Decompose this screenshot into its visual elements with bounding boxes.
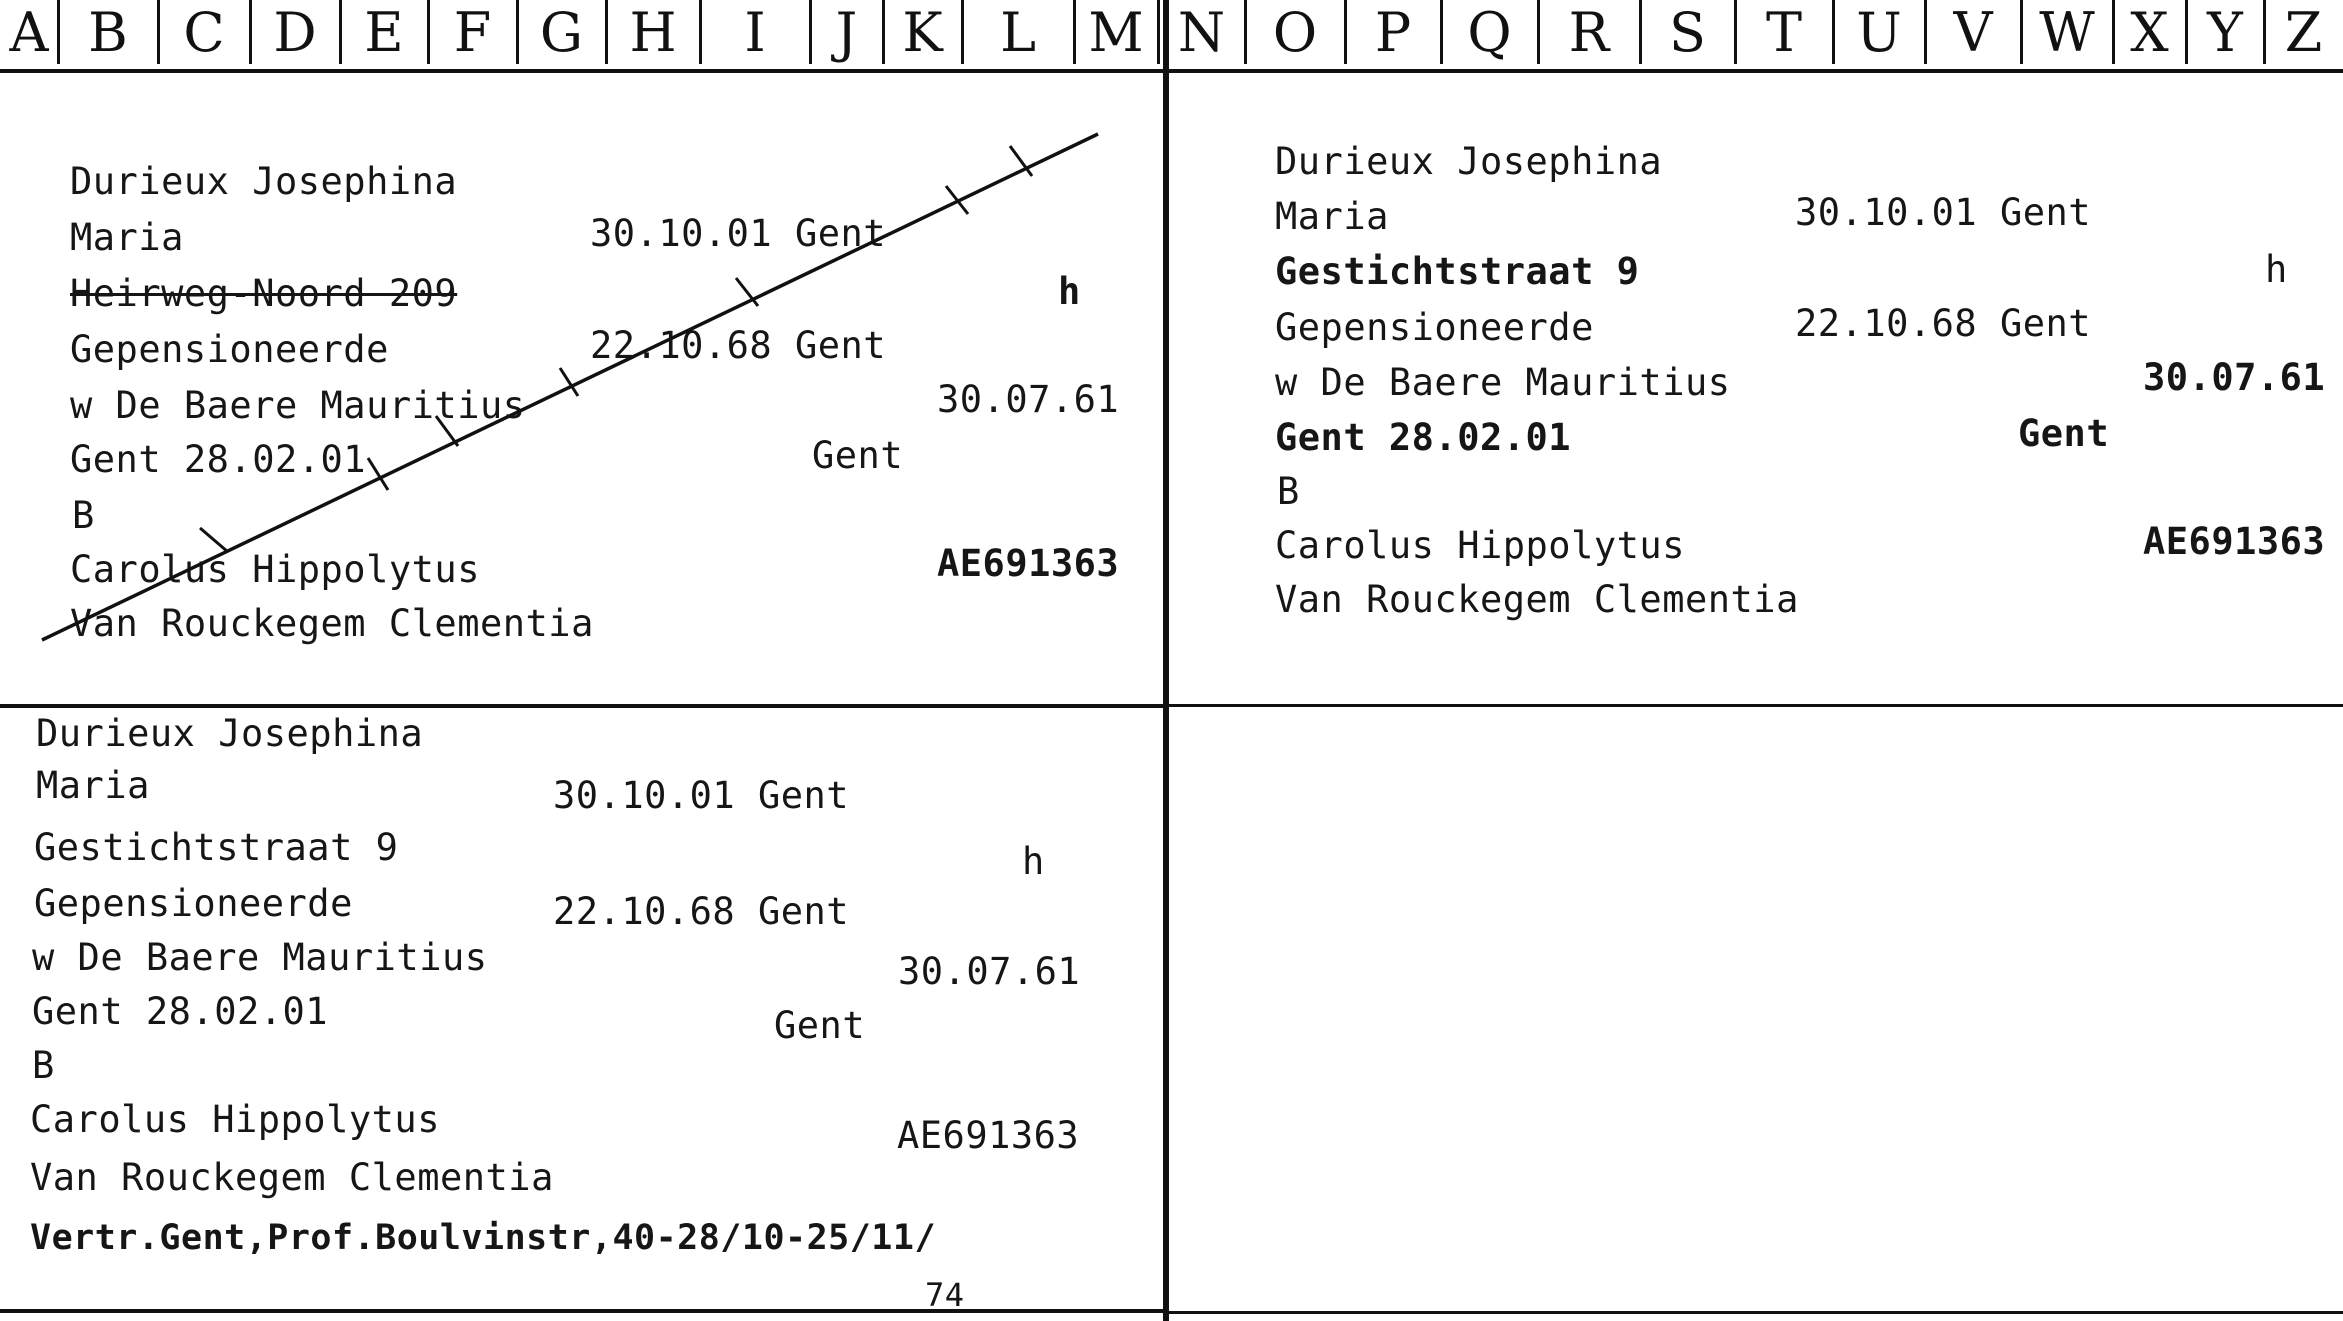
- marriage-place: Gent: [2018, 412, 2110, 455]
- index-separator: [1734, 0, 1737, 64]
- index-separator: [1440, 0, 1443, 64]
- index-letter-z: Z: [2284, 0, 2323, 64]
- bottom-rule-right: [1169, 1311, 2343, 1314]
- index-letter-x: X: [2130, 0, 2169, 64]
- id-number: AE691363: [937, 542, 1120, 585]
- father: Carolus Hippolytus: [1275, 524, 1685, 567]
- household-mark: h: [2265, 248, 2288, 291]
- household-mark: h: [1058, 270, 1081, 313]
- index-separator: [1344, 0, 1347, 64]
- given-name: Maria: [1275, 195, 1389, 238]
- index-letter-l: L: [1000, 0, 1036, 64]
- b-mark: B: [72, 494, 95, 537]
- occupation: Gepensioneerde: [70, 328, 389, 371]
- index-letter-g: G: [539, 0, 584, 64]
- departure-year: 74: [925, 1276, 965, 1314]
- vertical-divider: [1163, 0, 1169, 1321]
- index-letter-h: H: [629, 0, 677, 64]
- index-separator: [1244, 0, 1247, 64]
- surname: Durieux Josephina: [70, 160, 458, 203]
- marriage-place: Gent: [774, 1004, 866, 1047]
- index-letter-d: D: [273, 0, 317, 64]
- given-name: Maria: [70, 216, 184, 259]
- address: Gestichtstraat 9: [1275, 250, 1640, 293]
- index-letter-i: I: [744, 0, 766, 64]
- index-letter-q: Q: [1467, 0, 1512, 64]
- index-letter-y: Y: [2207, 0, 2243, 64]
- marriage-place: Gent: [812, 434, 904, 477]
- index-letter-v: V: [1953, 0, 1993, 64]
- index-letter-e: E: [364, 0, 404, 64]
- index-letter-u: U: [1856, 0, 1902, 64]
- birth-date-place: 30.10.01 Gent: [553, 774, 850, 817]
- birth-date-place: 30.10.01 Gent: [1795, 191, 2092, 234]
- index-letter-r: R: [1568, 0, 1610, 64]
- household-mark: h: [1022, 840, 1045, 883]
- index-letter-f: F: [453, 0, 492, 64]
- mother: Van Rouckegem Clementia: [70, 602, 594, 645]
- right-card-divider: [1169, 704, 2343, 707]
- index-letter-t: T: [1765, 0, 1803, 64]
- index-separator: [2185, 0, 2188, 64]
- surname: Durieux Josephina: [36, 712, 424, 755]
- spouse-date: 30.07.61: [937, 378, 1120, 421]
- birth-date-place: 30.10.01 Gent: [590, 212, 887, 255]
- marriage: Gent 28.02.01: [1275, 416, 1572, 459]
- index-letter-o: O: [1272, 0, 1318, 64]
- left-card-divider: [0, 704, 1163, 708]
- marriage: Gent 28.02.01: [70, 438, 367, 481]
- arrival-date-place: 22.10.68 Gent: [1795, 302, 2092, 345]
- occupation: Gepensioneerde: [34, 882, 353, 925]
- index-letter-j: J: [835, 0, 858, 64]
- mother: Van Rouckegem Clementia: [30, 1156, 554, 1199]
- index-separator: [2263, 0, 2266, 64]
- occupation: Gepensioneerde: [1275, 306, 1594, 349]
- index-letter-k: K: [902, 0, 943, 64]
- spouse-date: 30.07.61: [898, 950, 1081, 993]
- father: Carolus Hippolytus: [70, 548, 480, 591]
- index-separator: [1832, 0, 1835, 64]
- spouse: w De Baere Mauritius: [1275, 361, 1731, 404]
- b-mark: B: [1277, 470, 1300, 513]
- address: Gestichtstraat 9: [34, 826, 399, 869]
- index-separator: [1639, 0, 1642, 64]
- cancellation-strike-line: [0, 0, 1163, 704]
- bottom-rule-left: [0, 1309, 1163, 1313]
- spouse: w De Baere Mauritius: [32, 936, 488, 979]
- id-number: AE691363: [2143, 520, 2326, 563]
- index-separator: [1924, 0, 1927, 64]
- index-letter-a: A: [9, 0, 49, 64]
- arrival-date-place: 22.10.68 Gent: [553, 890, 850, 933]
- index-letter-s: S: [1669, 0, 1706, 64]
- given-name: Maria: [36, 764, 150, 807]
- surname: Durieux Josephina: [1275, 140, 1663, 183]
- spouse-date: 30.07.61: [2143, 356, 2326, 399]
- mother: Van Rouckegem Clementia: [1275, 578, 1799, 621]
- father: Carolus Hippolytus: [30, 1098, 440, 1141]
- index-separator: [1537, 0, 1540, 64]
- index-letter-c: C: [183, 0, 225, 64]
- index-letter-b: B: [88, 0, 128, 64]
- departure-note: Vertr.Gent,Prof.Boulvinstr,40-28/10-25/11/: [30, 1218, 937, 1258]
- spouse: w De Baere Mauritius: [70, 384, 526, 427]
- index-letter-m: M: [1088, 0, 1144, 64]
- id-number: AE691363: [897, 1114, 1080, 1157]
- index-letter-p: P: [1374, 0, 1412, 64]
- index-separator: [2020, 0, 2023, 64]
- index-separator: [2112, 0, 2115, 64]
- index-letter-w: W: [2039, 0, 2095, 64]
- marriage: Gent 28.02.01: [32, 990, 329, 1033]
- index-letter-n: N: [1177, 0, 1226, 64]
- b-mark: B: [32, 1044, 55, 1087]
- arrival-date-place: 22.10.68 Gent: [590, 324, 887, 367]
- old-address-struck: Heirweg-Noord 209: [70, 272, 458, 315]
